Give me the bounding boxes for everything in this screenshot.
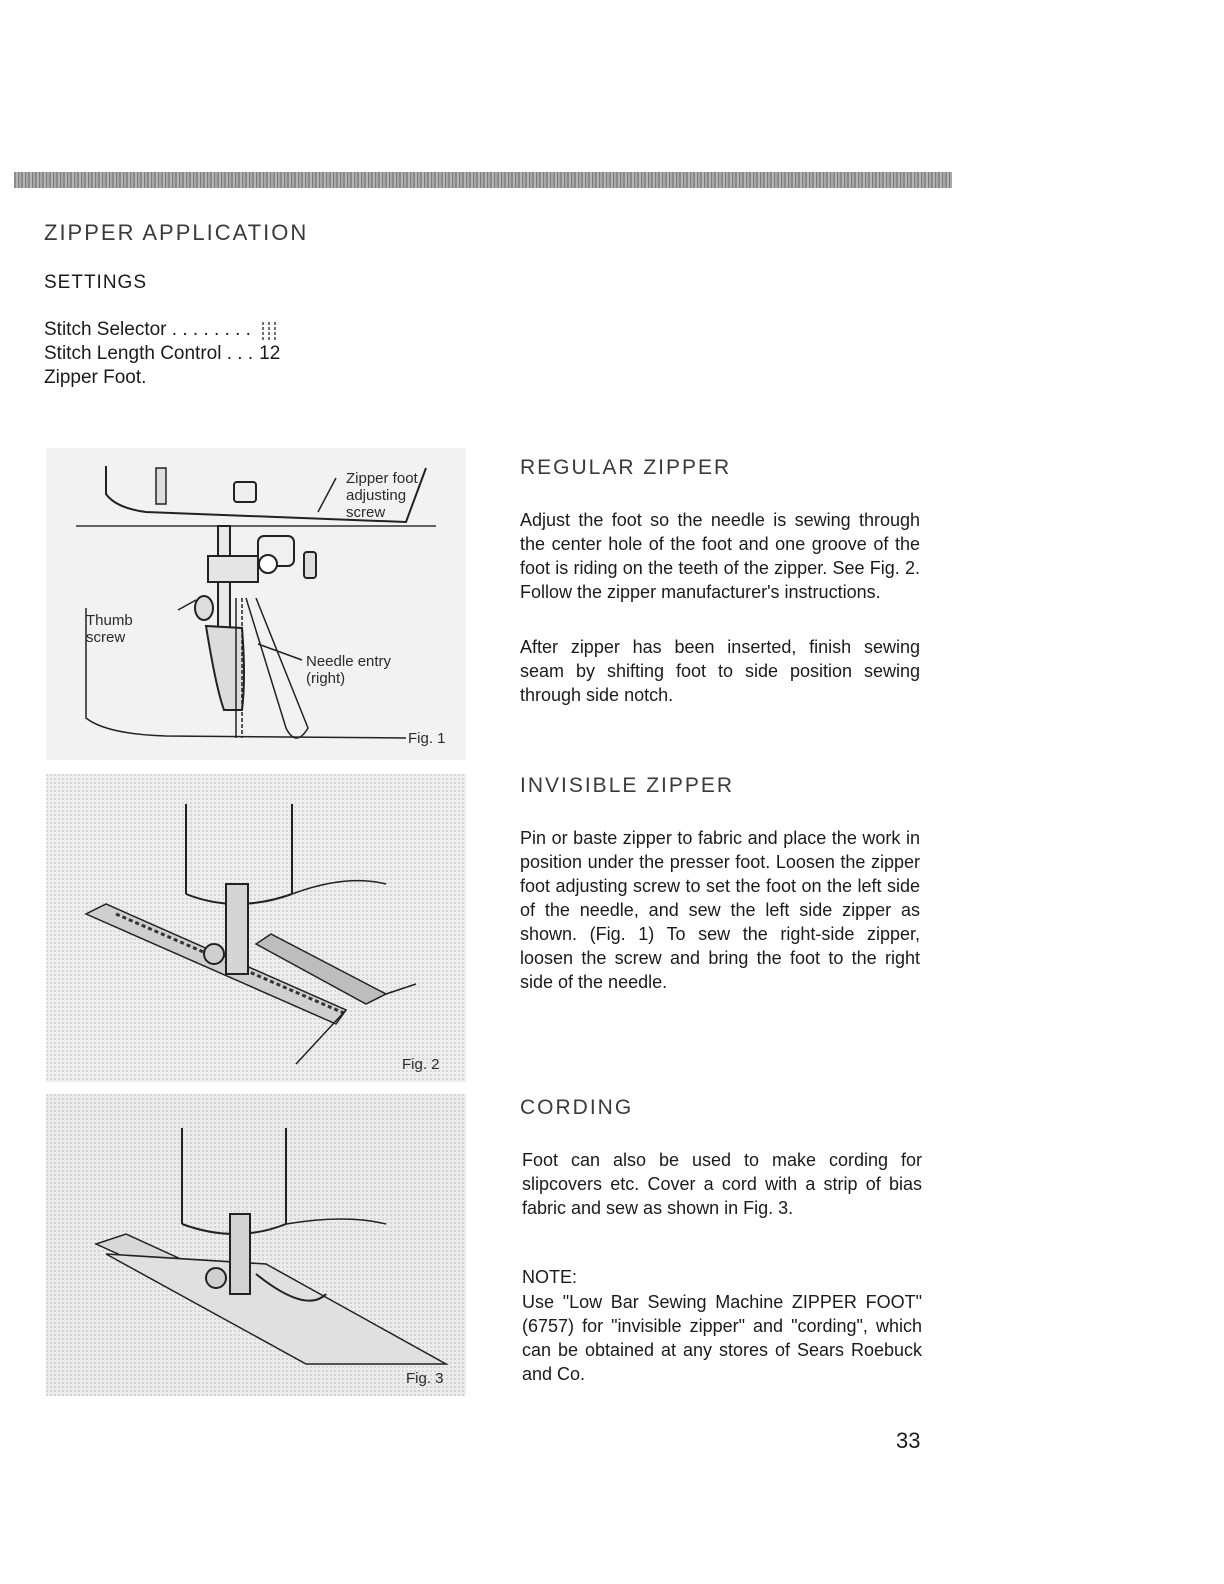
cording-paragraph: Foot can also be used to make cording for slipcovers etc. Cover a cord with a strip of bias fabric and sew as shown in Fig. 3. bbox=[522, 1150, 922, 1218]
header-band bbox=[14, 172, 952, 188]
settings-row-stitch-selector bbox=[44, 318, 280, 342]
regular-zipper-paragraph-1: Adjust the foot so the needle is sewing through the center hole of the foot and one groove of the foot is riding on the teeth of the zipper. See Fig. 2. Follow the zipper manufacturer's instructions. bbox=[520, 510, 920, 602]
regular-zipper-heading: REGULAR ZIPPER bbox=[520, 456, 732, 479]
invisible-zipper-paragraph: Pin or baste zipper to fabric and place the work in position under the presser foot. Loosen the zipper foot adjusting screw to set the foot on the left side of the needle, and sew the left side zipper as shown. (Fig. 1) To sew the right-side zipper, loosen the screw and bring the foot to the right side of the needle. bbox=[520, 828, 920, 992]
cording-heading: CORDING bbox=[520, 1096, 634, 1119]
settings-heading: SETTINGS bbox=[44, 272, 148, 293]
settings-label: Stitch Selector . . . . . . . . bbox=[44, 319, 251, 340]
settings-row-zipper-foot bbox=[44, 366, 280, 390]
settings-label: Zipper Foot. bbox=[44, 367, 147, 388]
thumb-screw-callout: Thumb screw bbox=[86, 612, 133, 646]
figure-2-label: Fig. 2 bbox=[402, 1056, 440, 1073]
invisible-zipper-heading: INVISIBLE ZIPPER bbox=[520, 774, 735, 797]
zipper-foot-screw-callout: Zipper foot adjusting screw bbox=[346, 470, 418, 521]
straight-stitch-icon bbox=[259, 320, 279, 342]
figure-2-illustration bbox=[46, 774, 466, 1082]
settings-value: 12 bbox=[259, 343, 281, 364]
figure-1-label: Fig. 1 bbox=[408, 730, 446, 747]
figure-3-illustration bbox=[46, 1094, 466, 1396]
figure-1-zipper-foot-diagram bbox=[46, 448, 466, 760]
page-number: 33 bbox=[896, 1428, 921, 1453]
page-title: ZIPPER APPLICATION bbox=[44, 220, 309, 245]
figure-3-label: Fig. 3 bbox=[406, 1370, 444, 1387]
figure-2-photo bbox=[46, 774, 466, 1082]
settings-row-stitch-length bbox=[44, 342, 280, 366]
settings-list bbox=[44, 318, 280, 390]
note-text: Use "Low Bar Sewing Machine ZIPPER FOOT" (6757) for "invisible zipper" and "cording", which can be obtained at any stores of Sears Roebuck and Co. bbox=[522, 1292, 922, 1384]
figure-3-photo bbox=[46, 1094, 466, 1396]
regular-zipper-paragraph-2: After zipper has been inserted, finish sewing seam by shifting foot to side position sewing through side notch. bbox=[520, 637, 920, 705]
needle-entry-callout: Needle entry (right) bbox=[306, 653, 392, 687]
note-label: NOTE: bbox=[522, 1267, 578, 1287]
settings-label: Stitch Length Control . . . bbox=[44, 343, 254, 364]
